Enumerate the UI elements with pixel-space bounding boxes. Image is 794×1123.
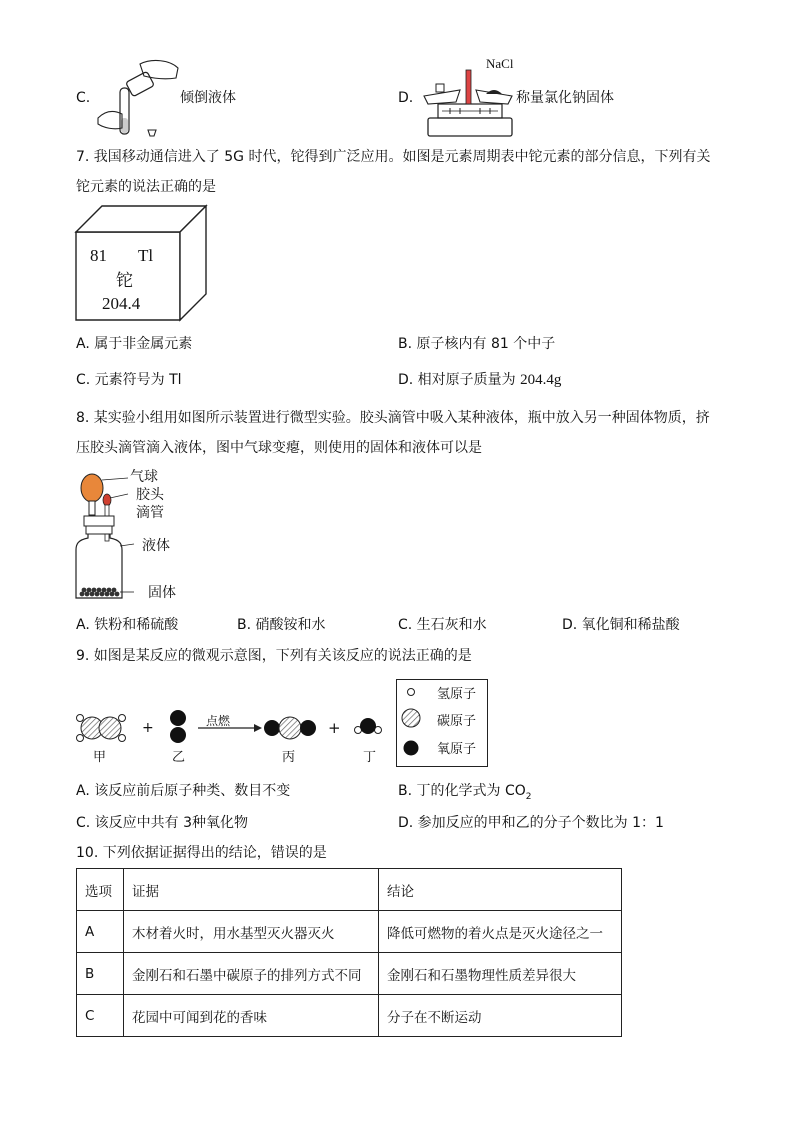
legend-oxygen: 氧原子 — [437, 742, 477, 757]
apparatus-illustration — [74, 468, 134, 604]
element-number: 81 — [90, 246, 107, 265]
q8-stem-line1: 8. 某实验小组用如图所示装置进行微型实验。胶头滴管中吸入某种液体，瓶中放入另一种固体物质，挤 — [76, 410, 710, 426]
q7-option-d-prefix: D. 相对原子质量为 — [398, 372, 521, 388]
label-yi: 乙 — [172, 750, 186, 765]
q9-option-b — [398, 781, 531, 807]
q10-stem: 10. 下列依据证据得出的结论，错误的是 — [76, 845, 327, 861]
label-dropper-1: 胶头 — [136, 487, 164, 503]
row-a-option: A — [77, 911, 124, 953]
plus-sign-2: + — [328, 719, 341, 737]
row-c-conclusion: 分子在不断运动 — [379, 995, 622, 1037]
legend-hydrogen: 氢原子 — [437, 687, 477, 702]
q7-option-d — [398, 370, 561, 390]
element-mass: 204.4 — [102, 294, 141, 313]
q8-option-d: D. 氧化铜和稀盐酸 — [562, 617, 680, 633]
molecule-yi — [170, 710, 186, 743]
q7-option-d-value: 204.4g — [520, 372, 562, 388]
row-c-option: C — [77, 995, 124, 1037]
table-row — [77, 911, 622, 953]
q9-option-b-prefix: B. 丁的化学式为 CO — [398, 783, 526, 799]
atom-legend — [396, 679, 488, 767]
label-solid: 固体 — [148, 585, 176, 601]
label-dropper-2: 滴管 — [136, 505, 164, 521]
row-c-evidence: 花园中可闻到花的香味 — [124, 995, 379, 1037]
q6-option-c-label: C. — [76, 90, 91, 106]
header-option: 选项 — [77, 869, 124, 911]
row-a-conclusion: 降低可燃物的着火点是灭火途径之一 — [379, 911, 622, 953]
hydrogen-atom-icon — [408, 689, 415, 696]
row-b-option: B — [77, 953, 124, 995]
q9-option-d: D. 参加反应的甲和乙的分子个数比为 1：1 — [398, 815, 664, 831]
q7-stem-line2: 铊元素的说法正确的是 — [76, 179, 216, 195]
q9-option-a: A. 该反应前后原子种类、数目不变 — [76, 783, 291, 799]
row-b-evidence: 金刚石和石墨中碳原子的排列方式不同 — [124, 953, 379, 995]
reaction-diagram — [74, 700, 394, 756]
label-balloon: 气球 — [130, 469, 158, 485]
header-conclusion: 结论 — [379, 869, 622, 911]
reaction-condition: 点燃 — [206, 714, 231, 728]
q8-option-c: C. 生石灰和水 — [398, 617, 487, 633]
evidence-table — [76, 868, 622, 1037]
carbon-atom-icon — [402, 709, 420, 727]
q7-option-c: C. 元素符号为 Tl — [76, 372, 182, 388]
pouring-liquid-illustration — [92, 58, 182, 140]
label-jia: 甲 — [93, 750, 107, 765]
q6-option-d-label: D. — [398, 90, 414, 106]
plus-sign-1: + — [142, 720, 154, 736]
table-header-row — [77, 869, 622, 911]
q6-option-c-text: 倾倒液体 — [180, 90, 236, 106]
q6-option-d-text: 称量氯化钠固体 — [516, 90, 614, 106]
element-symbol: Tl — [138, 246, 154, 265]
row-b-conclusion: 金刚石和石墨物理性质差异很大 — [379, 953, 622, 995]
oxygen-atom-icon — [404, 741, 419, 756]
label-ding: 丁 — [363, 750, 377, 765]
molecule-bing — [264, 717, 316, 739]
q7-stem-line1: 7. 我国移动通信进入了 5G 时代，铊得到广泛应用。如图是元素周期表中铊元素的部分信息，下列有关 — [76, 149, 711, 165]
q8-option-a: A. 铁粉和稀硫酸 — [76, 617, 179, 633]
q8-option-b: B. 硝酸铵和水 — [237, 617, 326, 633]
label-bing: 丙 — [282, 750, 296, 765]
legend-carbon: 碳原子 — [437, 714, 477, 729]
nacl-label: NaCl — [486, 56, 514, 71]
table-row — [77, 953, 622, 995]
q7-option-a: A. 属于非金属元素 — [76, 336, 193, 352]
row-a-evidence: 木材着火时，用水基型灭火器灭火 — [124, 911, 379, 953]
q9-option-b-sub: 2 — [525, 791, 532, 802]
molecule-ding — [355, 718, 382, 734]
table-row — [77, 995, 622, 1037]
q8-stem-line2: 压胶头滴管滴入液体，图中气球变瘪，则使用的固体和液体可以是 — [76, 440, 482, 456]
q9-stem: 9. 如图是某反应的微观示意图，下列有关该反应的说法正确的是 — [76, 648, 472, 664]
molecule-jia — [77, 715, 126, 742]
header-evidence: 证据 — [124, 869, 379, 911]
element-card — [76, 204, 208, 324]
q7-option-b: B. 原子核内有 81 个中子 — [398, 336, 556, 352]
label-liquid: 液体 — [142, 538, 170, 554]
q9-option-c: C. 该反应中共有 3种氧化物 — [76, 815, 249, 831]
element-name: 铊 — [116, 271, 133, 291]
